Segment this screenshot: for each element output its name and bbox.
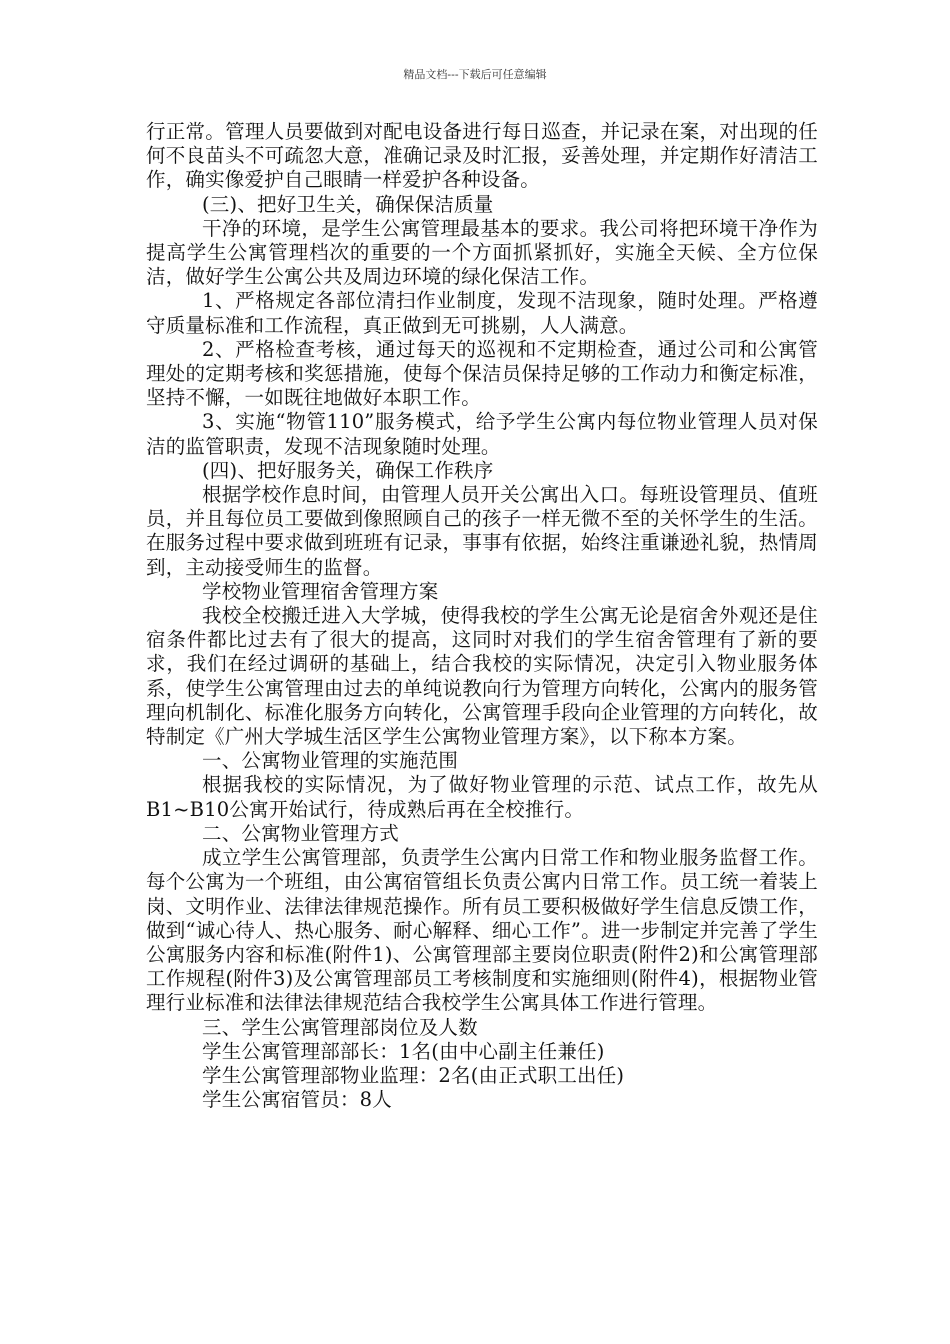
paragraph: 学生公寓管理部部长：1名(由中心副主任兼任): [202, 1039, 605, 1063]
paragraph: 2、严格检查考核，通过每天的巡视和不定期检查，通过公司和公寓管理处的定期考核和奖惩措施，使每个保洁员保持足够的工作动力和衡定标准，坚持不懈，一如既往地做好本职工作。: [146, 337, 818, 410]
paragraph: (三)、把好卫生关，确保保洁质量: [202, 192, 494, 216]
paragraph: 学校物业管理宿舍管理方案: [202, 579, 439, 603]
document-body: [146, 120, 818, 1112]
paragraph: 1、严格规定各部位清扫作业制度，发现不洁现象，随时处理。严格遵守质量标准和工作流程，真正做到无可挑剔，人人满意。: [146, 289, 818, 337]
paragraph: 一、公寓物业管理的实施范围: [202, 749, 459, 773]
paragraph: 干净的环境，是学生公寓管理最基本的要求。我公司将把环境干净作为提高学生公寓管理档次的重要的一个方面抓紧抓好，实施全天候、全方位保洁，做好学生公寓公共及周边环境的绿化保洁工作。: [146, 216, 818, 289]
paragraph: 根据我校的实际情况，为了做好物业管理的示范、试点工作，故先从B1~B10公寓开始试行，待成熟后再在全校推行。: [146, 773, 818, 821]
paragraph: 二、公寓物业管理方式: [202, 821, 400, 845]
paragraph: 行正常。管理人员要做到对配电设备进行每日巡查，并记录在案，对出现的任何不良苗头不可疏忽大意，准确记录及时汇报，妥善处理，并定期作好清洁工作，确实像爱护自己眼睛一样爱护各种设备。: [146, 120, 818, 192]
paragraph: 我校全校搬迁进入大学城，使得我校的学生公寓无论是宿舍外观还是住宿条件都比过去有了很大的提高，这同时对我们的学生宿舍管理有了新的要求，我们在经过调研的基础上，结合我校的实际情况，决定引入物业服务体系，使学生公寓管理由过去的单纯说教向行为管理方向转化，公寓内的服务管理向机制化、标准化服务方向转化，公寓管理手段向企业管理的方向转化，故特制定《广州大学城生活区学生公寓物业管理方案》，以下称本方案。: [146, 604, 818, 749]
paragraph: 成立学生公寓管理部，负责学生公寓内日常工作和物业服务监督工作。每个公寓为一个班组，由公寓宿管组长负责公寓内日常工作。员工统一着装上岗、文明作业、法律法律规范操作。所有员工要积极做好学生信息反馈工作，做到“诚心待人、热心服务、耐心解释、细心工作”。进一步制定并完善了学生公寓服务内容和标准(附件1)、公寓管理部主要岗位职责(附件2)和公寓管理部工作规程(附件3)及公寓管理部员工考核制度和实施细则(附件4)，根据物业管理行业标准和法律法律规范结合我校学生公寓具体工作进行管理。: [146, 846, 818, 1015]
paragraph: 三、学生公寓管理部岗位及人数: [202, 1015, 478, 1039]
page-header: 精品文档---下载后可任意编辑: [403, 68, 547, 81]
paragraph: 根据学校作息时间，由管理人员开关公寓出入口。每班设管理员、值班员，并且每位员工要做到像照顾自己的孩子一样无微不至的关怀学生的生活。在服务过程中要求做到班班有记录，事事有依据，始终注重谦逊礼貌，热情周到，主动接受师生的监督。: [146, 483, 818, 579]
paragraph: 3、实施“物管110”服务模式，给予学生公寓内每位物业管理人员对保洁的监管职责，发现不洁现象随时处理。: [146, 410, 818, 458]
paragraph: (四)、把好服务关，确保工作秩序: [202, 458, 494, 482]
paragraph: 学生公寓宿管员：8人: [202, 1088, 392, 1112]
paragraph: 学生公寓管理部物业监理：2名(由正式职工出任): [202, 1063, 625, 1087]
